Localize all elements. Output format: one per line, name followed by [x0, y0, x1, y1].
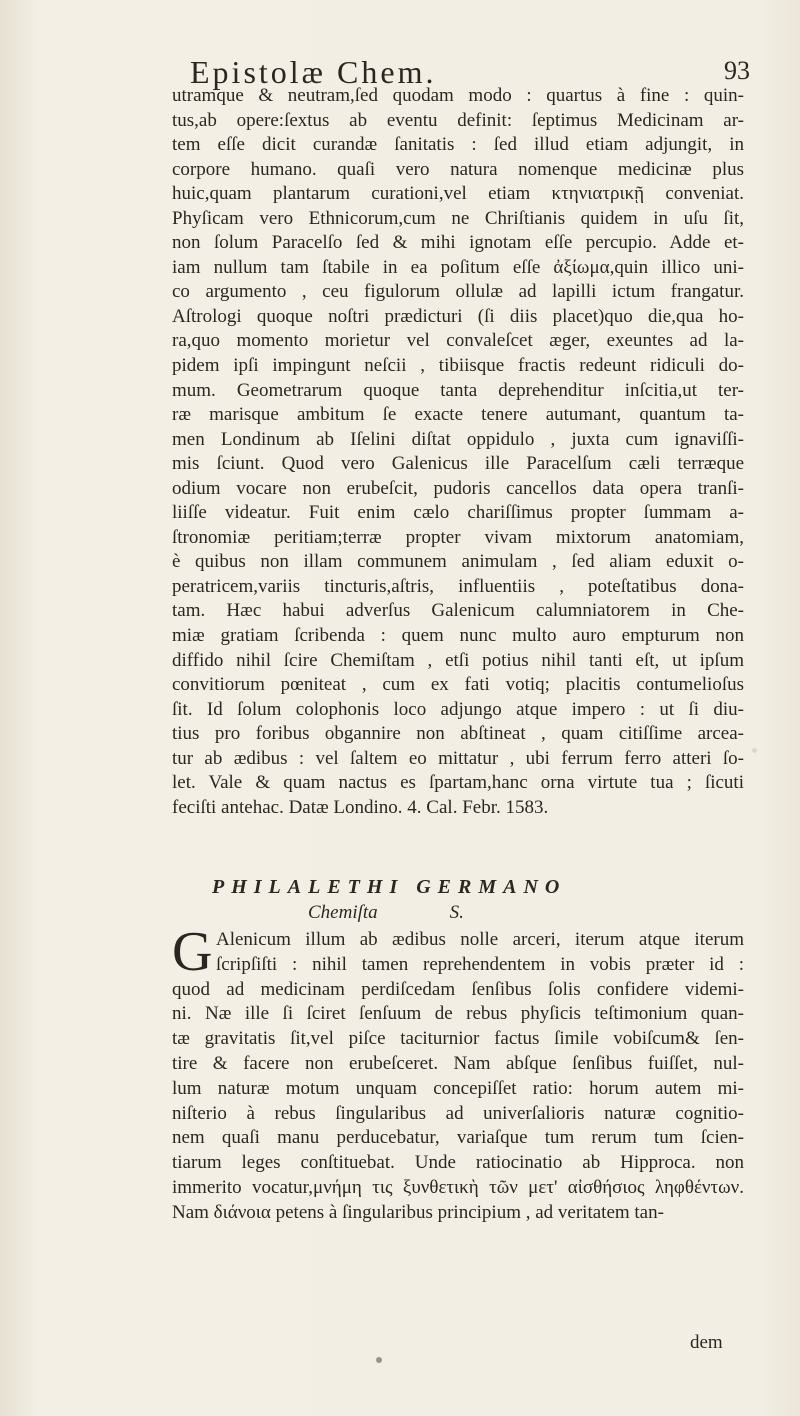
letter-two-subheading [308, 902, 608, 924]
running-head-title: Epistolæ Chem. [190, 54, 437, 90]
text-line: pidem ipſi impingunt neſcii , tibiisque fractis redeunt ridiculi do- [172, 355, 744, 377]
text-line: tæ gravitatis ſit,vel piſce taciturnior factus ſimile vobiſcum& ſen- [172, 1028, 744, 1050]
text-line: niſterio à rebus ſingularibus ad univerſalioris naturæ cognitio- [172, 1102, 744, 1124]
text-line: nem quaſi manu perducebatur, variaſque tum rerum tum ſcien- [172, 1127, 744, 1149]
text-line: odium vocare non erubeſcit, pudoris cancellos data opera tranſi- [172, 477, 744, 499]
text-line: men Londinum ab Iſelini diſtat oppidulo , juxta cum ignaviſſi- [172, 428, 744, 450]
text-line: Phyſicam vero Ethnicorum,cum ne Chriſtianis quidem in uſu ſit, [172, 207, 744, 229]
text-line: miæ gratiam ſcribenda : quem nunc multo auro empturum non [172, 625, 744, 647]
text-line: co argumento , ceu figulorum ollulæ ad lapilli ictum frangatur. [172, 281, 744, 303]
text-line: let. Vale & quam nactus es ſpartam,hanc orna virtute tua ; ſicuti [172, 772, 744, 794]
text-line: feciſti antehac. Datæ Londino. 4. Cal. Febr. 1583. [172, 796, 549, 818]
letter-one-text [172, 84, 744, 820]
text-line: tem eſſe dicit curandæ ſanitatis : ſed illud etiam adjungit, in [172, 134, 744, 156]
text-line: tiarum leges conſtituebat. Unde ratiocinatio ab Hipproca. non [172, 1152, 744, 1174]
text-line: tius pro foribus obgannire non abſtineat , quam citiſſime arcea- [172, 723, 744, 745]
text-line: ra,quo momento morietur vel convaleſcet æger, exeuntes ad la- [172, 330, 744, 352]
drop-capital: G [172, 921, 213, 983]
text-line: immerito vocatur,μνήμη τις ξυνθετικὴ τῶν μετ' αἰσθήσιος ληφθέντων. [172, 1176, 744, 1198]
catchword: dem [690, 1332, 723, 1353]
text-line: ni. Næ ille ſi ſciret ſenſuum de rebus phyſicis teſtimonium quan- [172, 1003, 744, 1025]
text-line: mis ſciunt. Quod vero Galenicus ille Paracelſum cæli terræque [172, 453, 744, 475]
text-line: ſit. Id ſolum colophonis loco adjungo atque impero : ut ſi diu- [172, 698, 744, 720]
text-line: tam. Hæc habui adverſus Galenicum calumniatorem in Che- [172, 600, 744, 622]
text-line: huic,quam plantarum curationi,vel etiam κτηνιατρικῇ conveniat. [172, 183, 744, 205]
letter-two-heading: PHILALETHI GERMANO [212, 876, 567, 898]
text-line: liiſſe videatur. Fuit enim cælo chariſſimus propter ſummam a- [172, 502, 744, 524]
text-line: iam nullum tam ſtabile in ea poſitum eſſe ἀξίωμα,quin illico uni- [172, 256, 744, 278]
text-line: utramque & neutram,ſed quodam modo : quartus à fine : quin- [172, 85, 744, 106]
text-line: ſtronomiæ peritiam;terræ propter vivam mixtorum anatomiam, [172, 526, 744, 548]
text-line: ſcripſiſti : nihil tamen reprehendentem in vobis præter id : [216, 953, 744, 975]
letter-two-subheading-name: Chemiſta [308, 902, 378, 923]
ink-spot [376, 1357, 382, 1363]
text-line: mum. Geometrarum quoque tanta deprehenditur inſcitia,ut ter- [172, 379, 744, 401]
text-line: non ſolum Paracelſo ſed & mihi ignotam eſſe percupio. Adde et- [172, 232, 744, 254]
text-line: Alenicum illum ab ædibus nolle arceri, iterum atque iterum [216, 929, 744, 950]
letter-two-text [172, 928, 744, 1226]
page-number: 93 [724, 56, 750, 85]
text-line: lum naturæ motum unquam concepiſſet ratio: horum autem mi- [172, 1077, 744, 1099]
ink-spot [752, 748, 757, 753]
text-line: convitiorum pœniteat , cum ex fati votiq; placitis contumelioſus [172, 674, 744, 696]
text-line: è quibus non illam communem animulam , ſed aliam eduxit o- [172, 551, 744, 573]
text-line: peratricem,variis tincturis,aſtris, influentiis , poteſtatibus dona- [172, 575, 744, 597]
text-line: tire & facere non erubeſceret. Nam abſque ſenſibus fuiſſet, nul- [172, 1052, 744, 1074]
text-line: ræ marisque ambitum ſe exacte tenere autumant, quantum ta- [172, 404, 744, 426]
text-line: tur ab ædibus : vel ſaltem eo mittatur , ubi ferrum ferro atteri ſo- [172, 747, 744, 769]
text-line: Nam διάνοια petens à ſingularibus principium , ad veritatem tan- [172, 1201, 664, 1223]
text-line: Aſtrologi quoque noſtri prædicturi (ſi diis placet)quo die,qua ho- [172, 305, 744, 327]
text-line: tus,ab opere:ſextus ab eventu definit: ſeptimus Medicinam ar- [172, 109, 744, 131]
text-line: diffido nihil ſcire Chemiſtam , etſi potius nihil tanti eſt, ut ipſum [172, 649, 744, 671]
letter-two-subheading-salutation: S. [449, 902, 464, 923]
text-line: corpore humano. quaſi vero natura nomenque medicinæ plus [172, 158, 744, 180]
text-line: quod ad medicinam perdiſcedam ſenſibus ſolis confidere videmi- [172, 978, 744, 1000]
